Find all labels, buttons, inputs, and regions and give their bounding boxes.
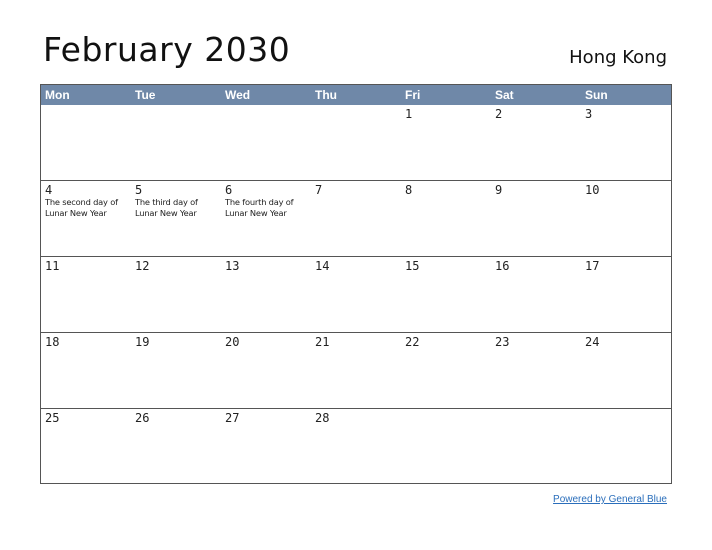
day-cell xyxy=(401,180,491,256)
weekday-label-tue: Tue xyxy=(135,88,156,102)
day-cell xyxy=(41,105,131,180)
day-cell xyxy=(131,408,221,484)
day-cell xyxy=(311,105,401,180)
day-cell xyxy=(41,256,131,332)
calendar-grid xyxy=(40,84,672,484)
holiday-label: The third day of Lunar New Year xyxy=(135,197,198,218)
day-number: 23 xyxy=(495,335,510,349)
day-cell xyxy=(581,180,671,256)
day-number: 25 xyxy=(45,411,60,425)
day-number: 2 xyxy=(495,107,503,121)
day-cell xyxy=(401,332,491,408)
day-cell xyxy=(311,408,401,484)
day-cell xyxy=(221,105,311,180)
day-cell xyxy=(491,256,581,332)
weekday-header xyxy=(41,85,671,105)
day-number: 16 xyxy=(495,259,510,273)
day-cell xyxy=(221,332,311,408)
day-cell xyxy=(491,408,581,484)
day-cell xyxy=(491,332,581,408)
day-cell xyxy=(131,332,221,408)
day-number: 5 xyxy=(135,183,143,197)
day-number: 20 xyxy=(225,335,240,349)
day-cell xyxy=(491,105,581,180)
day-cell xyxy=(581,332,671,408)
day-number: 6 xyxy=(225,183,233,197)
day-cell xyxy=(311,180,401,256)
day-number: 7 xyxy=(315,183,323,197)
day-cell xyxy=(401,105,491,180)
day-number: 15 xyxy=(405,259,420,273)
day-number: 13 xyxy=(225,259,240,273)
day-number: 26 xyxy=(135,411,150,425)
page-title: February 2030 xyxy=(43,30,291,69)
day-cell xyxy=(221,180,311,256)
weekday-label-sun: Sun xyxy=(585,88,608,102)
day-number: 4 xyxy=(45,183,53,197)
day-cell xyxy=(41,332,131,408)
day-number: 24 xyxy=(585,335,600,349)
day-number: 1 xyxy=(405,107,413,121)
day-cell xyxy=(311,332,401,408)
weekday-label-thu: Thu xyxy=(315,88,337,102)
weekday-label-wed: Wed xyxy=(225,88,251,102)
weekday-label-fri: Fri xyxy=(405,88,421,102)
powered-by-link[interactable]: Powered by General Blue xyxy=(553,494,667,505)
holiday-label: The fourth day of Lunar New Year xyxy=(225,197,294,218)
day-cell xyxy=(581,408,671,484)
day-cell xyxy=(131,256,221,332)
days-grid xyxy=(41,105,671,484)
day-number: 3 xyxy=(585,107,593,121)
day-cell xyxy=(581,105,671,180)
day-number: 22 xyxy=(405,335,420,349)
day-number: 12 xyxy=(135,259,150,273)
day-cell xyxy=(221,408,311,484)
day-cell xyxy=(131,180,221,256)
holiday-label: The second day of Lunar New Year xyxy=(45,197,118,218)
day-number: 9 xyxy=(495,183,503,197)
day-cell xyxy=(41,408,131,484)
day-cell xyxy=(221,256,311,332)
day-number: 27 xyxy=(225,411,240,425)
day-number: 8 xyxy=(405,183,413,197)
day-number: 18 xyxy=(45,335,60,349)
day-cell xyxy=(491,180,581,256)
weekday-label-sat: Sat xyxy=(495,88,514,102)
day-number: 21 xyxy=(315,335,330,349)
day-cell xyxy=(311,256,401,332)
day-cell xyxy=(581,256,671,332)
day-number: 28 xyxy=(315,411,330,425)
day-number: 17 xyxy=(585,259,600,273)
day-number: 14 xyxy=(315,259,330,273)
day-number: 19 xyxy=(135,335,150,349)
day-number: 11 xyxy=(45,259,60,273)
day-cell xyxy=(401,256,491,332)
day-cell xyxy=(131,105,221,180)
weekday-label-mon: Mon xyxy=(45,88,70,102)
day-cell xyxy=(41,180,131,256)
day-cell xyxy=(401,408,491,484)
region-label: Hong Kong xyxy=(569,47,667,68)
day-number: 10 xyxy=(585,183,600,197)
